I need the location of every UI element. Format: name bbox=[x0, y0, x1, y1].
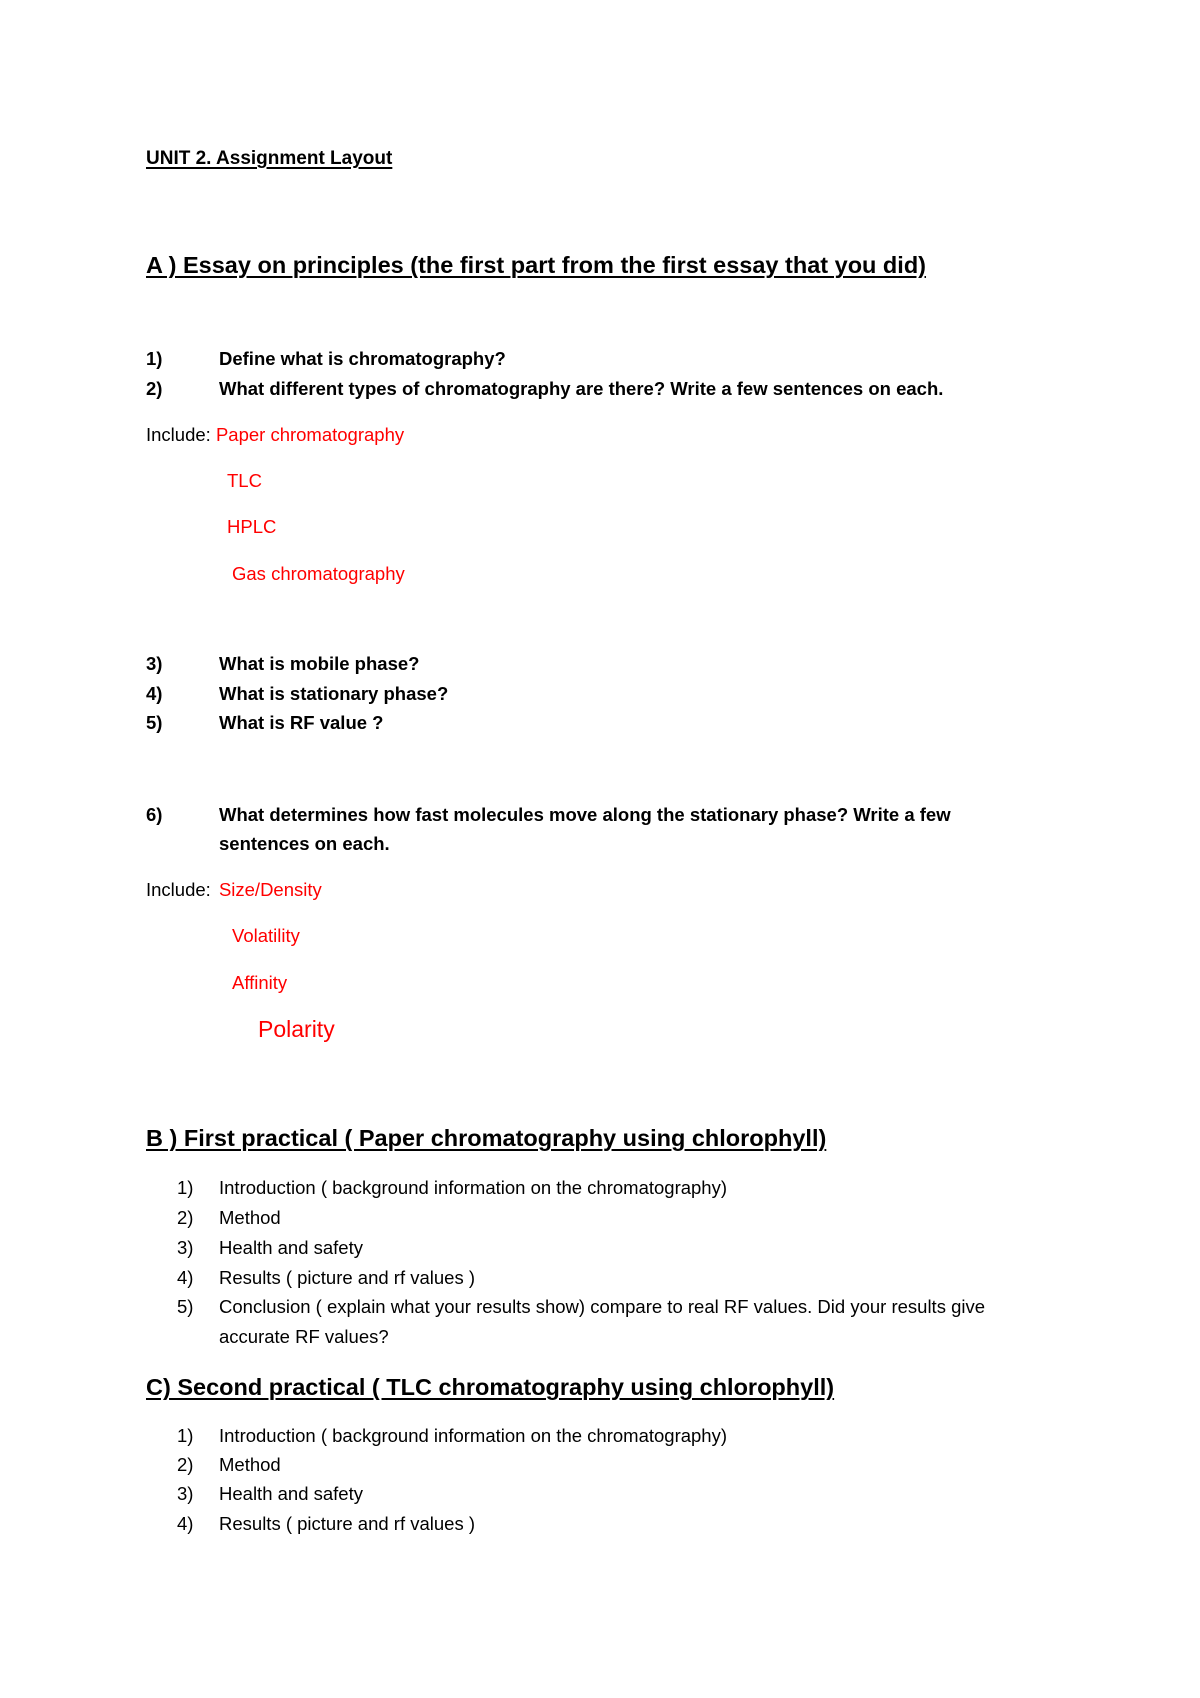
section-c-heading: C) Second practical ( TLC chromatography using chlorophyll) bbox=[146, 1374, 835, 1400]
include-item: TLC bbox=[227, 470, 262, 491]
list-number: 1) bbox=[177, 1425, 194, 1446]
list-number: 4) bbox=[177, 1513, 194, 1534]
list-number: 2) bbox=[177, 1454, 194, 1475]
include-line bbox=[146, 424, 404, 446]
list-item bbox=[146, 348, 506, 370]
include-item: HPLC bbox=[227, 516, 277, 537]
list-number: 1) bbox=[146, 348, 163, 369]
section-b-heading: B ) First practical ( Paper chromatography using chlorophyll) bbox=[146, 1125, 827, 1151]
list-number: 3) bbox=[177, 1483, 194, 1504]
list-number: 6) bbox=[146, 804, 163, 825]
section-a-heading: A ) Essay on principles (the first part from the first essay that you did) bbox=[146, 252, 926, 278]
list-text: Define what is chromatography? bbox=[219, 348, 506, 369]
list-text-continuation: sentences on each. bbox=[219, 833, 390, 854]
include-item: Paper chromatography bbox=[215, 424, 405, 445]
list-text: Results ( picture and rf values ) bbox=[219, 1267, 476, 1288]
list-text: Introduction ( background information on the chromatography) bbox=[219, 1425, 728, 1446]
document-title: UNIT 2. Assignment Layout bbox=[146, 148, 393, 169]
list-number: 2) bbox=[177, 1207, 194, 1228]
include-item-large: Polarity bbox=[258, 1016, 335, 1042]
list-item bbox=[177, 1267, 475, 1289]
list-text: Conclusion ( explain what your results show) compare to real RF values. Did your results give bbox=[219, 1296, 986, 1317]
include-label: Include: bbox=[146, 879, 211, 900]
include-item: Affinity bbox=[232, 972, 288, 993]
list-number: 2) bbox=[146, 378, 163, 399]
list-number: 5) bbox=[146, 712, 163, 733]
list-text: Health and safety bbox=[219, 1483, 363, 1504]
list-item bbox=[177, 1454, 281, 1476]
list-item bbox=[177, 1177, 727, 1199]
list-item bbox=[177, 1207, 281, 1229]
list-number: 3) bbox=[146, 653, 163, 674]
list-item bbox=[146, 683, 448, 705]
include-label: Include: bbox=[146, 424, 211, 445]
list-number: 5) bbox=[177, 1296, 194, 1317]
list-item bbox=[146, 712, 383, 734]
include-line bbox=[146, 879, 322, 901]
list-text: Method bbox=[219, 1207, 281, 1228]
list-text: What is RF value ? bbox=[219, 712, 384, 733]
list-text: Introduction ( background information on the chromatography) bbox=[219, 1177, 728, 1198]
list-item bbox=[177, 1237, 363, 1259]
list-text: Health and safety bbox=[219, 1237, 363, 1258]
list-item bbox=[146, 653, 419, 675]
list-item bbox=[177, 1513, 475, 1535]
include-item: Volatility bbox=[232, 925, 300, 946]
list-number: 1) bbox=[177, 1177, 194, 1198]
list-item bbox=[177, 1483, 363, 1505]
list-text: What determines how fast molecules move along the stationary phase? Write a few bbox=[219, 804, 951, 825]
list-text: What different types of chromatography are there? Write a few sentences on each. bbox=[219, 378, 944, 399]
list-text: What is stationary phase? bbox=[219, 683, 449, 704]
list-text-continuation: accurate RF values? bbox=[219, 1326, 389, 1347]
list-number: 3) bbox=[177, 1237, 194, 1258]
list-number: 4) bbox=[146, 683, 163, 704]
list-item bbox=[177, 1296, 985, 1318]
list-item bbox=[177, 1425, 727, 1447]
list-text: What is mobile phase? bbox=[219, 653, 420, 674]
list-item bbox=[146, 804, 951, 826]
list-text: Results ( picture and rf values ) bbox=[219, 1513, 476, 1534]
list-item bbox=[146, 378, 943, 400]
list-text: Method bbox=[219, 1454, 281, 1475]
include-item: Gas chromatography bbox=[232, 563, 405, 584]
include-item: Size/Density bbox=[218, 879, 322, 900]
list-number: 4) bbox=[177, 1267, 194, 1288]
